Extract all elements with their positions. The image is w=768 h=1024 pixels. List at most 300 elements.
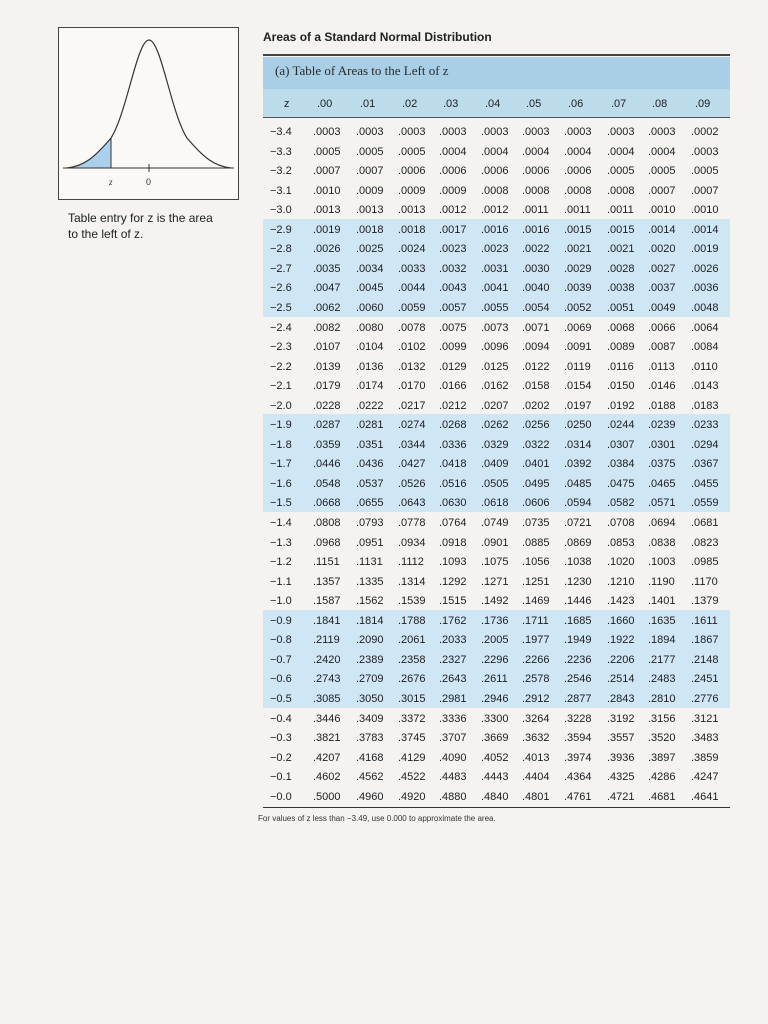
table-cell: .1131 — [356, 556, 383, 569]
table-cell: .0018 — [356, 223, 384, 236]
table-cell: .0041 — [481, 282, 509, 295]
table-cell: .0018 — [398, 223, 426, 236]
table-cell: .0119 — [564, 360, 591, 373]
table-cell: .0007 — [648, 184, 676, 197]
table-cell: .0537 — [356, 477, 384, 490]
table-cell: .2327 — [439, 653, 467, 666]
table-cell: .5000 — [313, 790, 341, 803]
table-cell: .0019 — [691, 243, 719, 256]
table-cell: .0005 — [691, 165, 719, 178]
table-cell: .0143 — [691, 380, 719, 393]
table-cell: .0322 — [522, 438, 550, 451]
header-col: .07 — [611, 98, 627, 110]
table-cell: .0052 — [564, 301, 592, 314]
table-cell: .0012 — [481, 204, 509, 217]
page-title: Areas of a Standard Normal Distribution — [263, 30, 492, 44]
header-col: .02 — [402, 98, 418, 110]
table-cell: .0154 — [564, 380, 592, 393]
row-z-value: −3.2 — [270, 165, 292, 178]
table-cell: .0314 — [564, 438, 592, 451]
table-cell: .0022 — [522, 243, 550, 256]
table-cell: .3409 — [356, 712, 384, 725]
table-cell: .1038 — [564, 556, 592, 569]
table-cell: .1056 — [522, 556, 550, 569]
table-cell: .2981 — [439, 692, 467, 705]
table-cell: .4761 — [564, 790, 592, 803]
table-cell: .3557 — [607, 732, 635, 745]
table-cell: .3936 — [607, 751, 635, 764]
table-cell: .0066 — [648, 321, 676, 334]
row-z-value: −0.1 — [270, 771, 292, 784]
table-cell: .0869 — [564, 536, 592, 549]
table-cell: .0107 — [313, 341, 341, 354]
row-z-value: −2.2 — [270, 360, 292, 373]
table-cell: .1711 — [522, 614, 549, 627]
table-cell: .0436 — [356, 458, 384, 471]
table-cell: .0006 — [522, 165, 550, 178]
row-z-value: −0.5 — [270, 692, 292, 705]
table-cell: .0008 — [564, 184, 592, 197]
table-cell: .2177 — [648, 653, 676, 666]
table-cell: .0217 — [398, 399, 426, 412]
table-cell: .0375 — [648, 458, 676, 471]
table-cell: .0721 — [564, 517, 592, 529]
table-cell: .2743 — [313, 673, 341, 686]
row-z-value: −2.7 — [270, 262, 292, 275]
table-cell: .0075 — [439, 321, 467, 334]
table-cell: .0003 — [691, 145, 719, 158]
table-cell: .0007 — [691, 184, 719, 197]
table-cell: .4364 — [564, 771, 592, 784]
table-cell: .4286 — [648, 771, 676, 784]
table-cell: .3859 — [691, 751, 719, 764]
table-cell: .3897 — [648, 751, 676, 764]
table-cell: .0901 — [481, 536, 509, 549]
table-cell: .0170 — [398, 380, 426, 393]
table-cell: .0122 — [522, 360, 550, 373]
table-cell: .1230 — [564, 575, 592, 588]
table-cell: .0007 — [313, 165, 341, 178]
table-cell: .1977 — [522, 634, 550, 647]
table-cell: .0146 — [648, 380, 676, 393]
table-cell: .0005 — [313, 145, 341, 158]
table-cell: .0043 — [439, 282, 467, 295]
table-cell: .0174 — [356, 380, 384, 393]
table-cell: .0038 — [607, 282, 635, 295]
table-cell: .0162 — [481, 380, 509, 393]
table-cell: .0455 — [691, 477, 719, 490]
table-cell: .0183 — [691, 399, 719, 412]
table-cell: .0485 — [564, 477, 592, 490]
table-cell: .0009 — [398, 184, 426, 197]
table-cell: .3050 — [356, 692, 384, 705]
table-cell: .1190 — [648, 575, 675, 588]
table-cell: .0006 — [398, 165, 426, 178]
table-cell: .0084 — [691, 341, 719, 354]
table-cell: .0024 — [398, 243, 426, 256]
table-cell: .0014 — [691, 223, 719, 236]
table-cell: .0004 — [648, 145, 676, 158]
table-cell: .0030 — [522, 262, 550, 275]
table-cell: .0003 — [439, 126, 467, 138]
table-cell: .2843 — [607, 692, 635, 705]
table-cell: .0668 — [313, 497, 341, 510]
table-cell: .0401 — [522, 458, 550, 471]
row-z-value: −1.9 — [270, 419, 292, 432]
table-cell: .0110 — [691, 360, 718, 373]
table-cell: .0009 — [356, 184, 384, 197]
table-cell: .0793 — [356, 517, 384, 529]
row-z-value: −0.3 — [270, 732, 292, 745]
table-cell: .1112 — [398, 556, 424, 569]
table-cell: .1292 — [439, 575, 467, 588]
table-cell: .0011 — [522, 204, 549, 217]
table-cell: .1335 — [356, 575, 384, 588]
table-cell: .0351 — [356, 438, 384, 451]
table-cell: .2546 — [564, 673, 592, 686]
row-z-value: −1.1 — [270, 575, 292, 588]
table-cell: .0080 — [356, 321, 384, 334]
table-cell: .0139 — [313, 360, 341, 373]
row-z-value: −0.9 — [270, 614, 292, 627]
table-cell: .0418 — [439, 458, 467, 471]
table-cell: .1075 — [481, 556, 509, 569]
table-cell: .0301 — [648, 438, 676, 451]
table-cell: .4641 — [691, 790, 719, 803]
table-cell: .0021 — [607, 243, 635, 256]
row-z-value: −0.0 — [270, 790, 292, 803]
row-z-value: −3.4 — [270, 126, 292, 138]
table-cell: .0764 — [439, 517, 467, 529]
table-cell: .1271 — [481, 575, 509, 588]
row-z-value: −2.8 — [270, 243, 292, 256]
table-cell: .3594 — [564, 732, 592, 745]
header-col: .09 — [695, 98, 711, 110]
table-cell: .1660 — [607, 614, 635, 627]
table-cell: .0384 — [607, 458, 635, 471]
row-z-value: −1.3 — [270, 536, 292, 549]
table-cell: .0465 — [648, 477, 676, 490]
table-cell: .3669 — [481, 732, 509, 745]
header-col: .03 — [443, 98, 459, 110]
table-cell: .1093 — [439, 556, 467, 569]
table-cell: .0262 — [481, 419, 509, 432]
table-cell: .0017 — [439, 223, 467, 236]
table-subtitle: (a) Table of Areas to the Left of z — [275, 63, 449, 78]
row-z-value: −1.5 — [270, 497, 292, 510]
table-cell: .4840 — [481, 790, 509, 803]
table-cell: .1867 — [691, 634, 719, 647]
row-z-value: −1.8 — [270, 438, 292, 451]
table-cell: .4168 — [356, 751, 384, 764]
table-cell: .0823 — [691, 536, 719, 549]
table-cell: .1151 — [313, 556, 340, 569]
table-cell: .1170 — [691, 575, 718, 588]
header-col: .06 — [568, 98, 584, 110]
header-col: .04 — [485, 98, 501, 110]
table-cell: .2611 — [481, 673, 508, 686]
table-cell: .3192 — [607, 712, 635, 725]
table-cell: .0011 — [564, 204, 591, 217]
table-cell: .0197 — [564, 399, 592, 412]
table-cell: .0409 — [481, 458, 509, 471]
table-cell: .0006 — [564, 165, 592, 178]
table-cell: .4801 — [522, 790, 550, 803]
table-cell: .0003 — [356, 126, 384, 138]
bottom-rule — [263, 807, 730, 808]
table-cell: .0495 — [522, 477, 550, 490]
table-cell: .0026 — [691, 262, 719, 275]
table-cell: .0060 — [356, 301, 384, 314]
table-cell: .1814 — [356, 614, 384, 627]
table-cell: .0287 — [313, 419, 341, 432]
bell-curve — [67, 40, 231, 168]
table-cell: .0808 — [313, 517, 341, 529]
table-cell: .4207 — [313, 751, 341, 764]
header-col: .05 — [526, 98, 542, 110]
table-cell: .0005 — [398, 145, 426, 158]
table-cell: .0778 — [398, 517, 426, 529]
table-cell: .1020 — [607, 556, 635, 569]
header-col: .00 — [317, 98, 333, 110]
table-cell: .4404 — [522, 771, 550, 784]
table-cell: .0054 — [522, 301, 550, 314]
table-cell: .1210 — [607, 575, 635, 588]
caption-line-2: to the left of z. — [68, 227, 144, 241]
table-cell: .0239 — [648, 419, 676, 432]
table-cell: .0004 — [439, 145, 467, 158]
row-z-value: −2.1 — [270, 380, 292, 393]
table-cell: .0003 — [313, 126, 341, 138]
top-rule — [263, 54, 730, 56]
table-cell: .1539 — [398, 595, 426, 608]
table-cell: .4247 — [691, 771, 719, 784]
table-cell: .0002 — [691, 126, 719, 138]
table-cell: .2451 — [691, 673, 719, 686]
row-z-value: −2.0 — [270, 399, 292, 412]
table-cell: .3783 — [356, 732, 384, 745]
row-z-value: −0.7 — [270, 653, 292, 666]
table-cell: .0029 — [564, 262, 592, 275]
table-cell: .0003 — [522, 126, 550, 138]
table-cell: .0025 — [356, 243, 384, 256]
table-cell: .0116 — [607, 360, 634, 373]
table-cell: .0749 — [481, 517, 509, 529]
table-cell: .0064 — [691, 321, 719, 334]
table-cell: .0003 — [564, 126, 592, 138]
table-cell: .0212 — [439, 399, 467, 412]
table-cell: .0344 — [398, 438, 426, 451]
table-cell: .2358 — [398, 653, 426, 666]
table-cell: .3707 — [439, 732, 467, 745]
table-cell: .0104 — [356, 341, 384, 354]
table-cell: .0008 — [607, 184, 635, 197]
table-cell: .4562 — [356, 771, 384, 784]
table-cell: .0222 — [356, 399, 384, 412]
row-z-value: −2.6 — [270, 282, 292, 295]
table-cell: .0329 — [481, 438, 509, 451]
table-cell: .1379 — [691, 595, 719, 608]
table-cell: .3821 — [313, 732, 341, 745]
table-cell: .0027 — [648, 262, 676, 275]
table-cell: .0885 — [522, 536, 550, 549]
table-cell: .4129 — [398, 751, 426, 764]
table-cell: .4483 — [439, 771, 467, 784]
table-cell: .0475 — [607, 477, 635, 490]
table-cell: .0274 — [398, 419, 426, 432]
table-cell: .0015 — [564, 223, 592, 236]
table-cell: .0918 — [439, 536, 467, 549]
table-cell: .0059 — [398, 301, 426, 314]
table-cell: .0359 — [313, 438, 341, 451]
table-cell: .0006 — [439, 165, 467, 178]
table-cell: .0244 — [607, 419, 635, 432]
table-cell: .1922 — [607, 634, 635, 647]
table-cell: .0012 — [439, 204, 467, 217]
table-cell: .4920 — [398, 790, 426, 803]
table-cell: .0011 — [607, 204, 634, 217]
table-cell: .2946 — [481, 692, 509, 705]
row-z-value: −0.6 — [270, 673, 292, 686]
table-cell: .4602 — [313, 771, 341, 784]
table-cell: .0099 — [439, 341, 467, 354]
row-z-value: −1.7 — [270, 458, 292, 471]
table-cell: .4443 — [481, 771, 509, 784]
row-z-value: −1.0 — [270, 595, 292, 608]
table-cell: .2578 — [522, 673, 550, 686]
table-cell: .0643 — [398, 497, 426, 510]
table-cell: .0078 — [398, 321, 426, 334]
table-cell: .0057 — [439, 301, 467, 314]
table-cell: .0073 — [481, 321, 509, 334]
table-cell: .0003 — [607, 126, 635, 138]
table-cell: .0006 — [481, 165, 509, 178]
table-cell: .1469 — [522, 595, 550, 608]
table-cell: .0233 — [691, 419, 719, 432]
table-cell: .0630 — [439, 497, 467, 510]
table-cell: .0136 — [356, 360, 384, 373]
row-z-value: −2.9 — [270, 223, 292, 236]
table-cell: .1611 — [691, 614, 718, 627]
row-z-value: −1.6 — [270, 477, 292, 490]
table-cell: .0005 — [648, 165, 676, 178]
table-cell: .0132 — [398, 360, 426, 373]
row-z-value: −0.8 — [270, 634, 292, 647]
table-cell: .1446 — [564, 595, 592, 608]
table-cell: .0606 — [522, 497, 550, 510]
table-cell: .1357 — [313, 575, 341, 588]
table-cell: .1314 — [398, 575, 426, 588]
table-cell: .2420 — [313, 653, 341, 666]
table-cell: .1515 — [439, 595, 467, 608]
table-cell: .1587 — [313, 595, 341, 608]
table-cell: .3121 — [691, 712, 719, 725]
table-cell: .0307 — [607, 438, 635, 451]
table-cell: .1635 — [648, 614, 676, 627]
table-cell: .0735 — [522, 517, 550, 529]
table-cell: .2776 — [691, 692, 719, 705]
table-cell: .0594 — [564, 497, 592, 510]
table-cell: .0618 — [481, 497, 509, 510]
table-cell: .1894 — [648, 634, 676, 647]
table-cell: .0033 — [398, 262, 426, 275]
table-cell: .1736 — [481, 614, 509, 627]
table-cell: .0256 — [522, 419, 550, 432]
table-cell: .0048 — [691, 301, 719, 314]
table-cell: .0166 — [439, 380, 467, 393]
zero-label: 0 — [146, 177, 152, 187]
table-cell: .2643 — [439, 673, 467, 686]
table-cell: .0091 — [564, 341, 592, 354]
table-cell: .0188 — [648, 399, 676, 412]
table-cell: .4013 — [522, 751, 550, 764]
table-cell: .0548 — [313, 477, 341, 490]
table-cell: .2061 — [398, 634, 426, 647]
shaded-area — [67, 138, 111, 168]
table-cell: .0004 — [564, 145, 592, 158]
table-cell: .2266 — [522, 653, 550, 666]
table-cell: .2119 — [313, 634, 340, 647]
table-cell: .2483 — [648, 673, 676, 686]
table-cell: .0031 — [481, 262, 509, 275]
table-cell: .2877 — [564, 692, 592, 705]
table-cell: .1762 — [439, 614, 467, 627]
table-cell: .0281 — [356, 419, 384, 432]
table-cell: .0051 — [607, 301, 635, 314]
table-cell: .0708 — [607, 517, 635, 529]
table-cell: .2389 — [356, 653, 384, 666]
table-cell: .0028 — [607, 262, 635, 275]
normal-curve-figure — [58, 27, 239, 200]
table-cell: .0003 — [648, 126, 676, 138]
table-cell: .3228 — [564, 712, 592, 725]
table-cell: .2005 — [481, 634, 509, 647]
table-cell: .0023 — [481, 243, 509, 256]
table-cell: .0681 — [691, 517, 719, 529]
table-cell: .0044 — [398, 282, 426, 295]
table-cell: .0096 — [481, 341, 509, 354]
table-cell: .3483 — [691, 732, 719, 745]
table-cell: .0037 — [648, 282, 676, 295]
table-cell: .0089 — [607, 341, 635, 354]
table-cell: .3974 — [564, 751, 592, 764]
figure-caption — [68, 210, 248, 242]
table-cell: .0045 — [356, 282, 384, 295]
table-cell: .0294 — [691, 438, 719, 451]
table-cell: .3015 — [398, 692, 426, 705]
table-cell: .0129 — [439, 360, 467, 373]
table-cell: .0008 — [481, 184, 509, 197]
table-cell: .0113 — [648, 360, 675, 373]
table-cell: .3372 — [398, 712, 426, 725]
table-cell: .1788 — [398, 614, 426, 627]
table-cell: .0179 — [313, 380, 341, 393]
table-cell: .2810 — [648, 692, 676, 705]
table-cell: .4522 — [398, 771, 426, 784]
table-cell: .0082 — [313, 321, 341, 334]
table-cell: .0526 — [398, 477, 426, 490]
table-cell: .0004 — [607, 145, 635, 158]
table-cell: .0968 — [313, 536, 341, 549]
table-cell: .0125 — [481, 360, 509, 373]
row-z-value: −3.1 — [270, 184, 292, 197]
table-cell: .0985 — [691, 556, 719, 569]
table-cell: .1003 — [648, 556, 676, 569]
table-cell: .1492 — [481, 595, 509, 608]
table-cell: .0036 — [691, 282, 719, 295]
table-cell: .4681 — [648, 790, 676, 803]
table-cell: .3446 — [313, 712, 341, 725]
